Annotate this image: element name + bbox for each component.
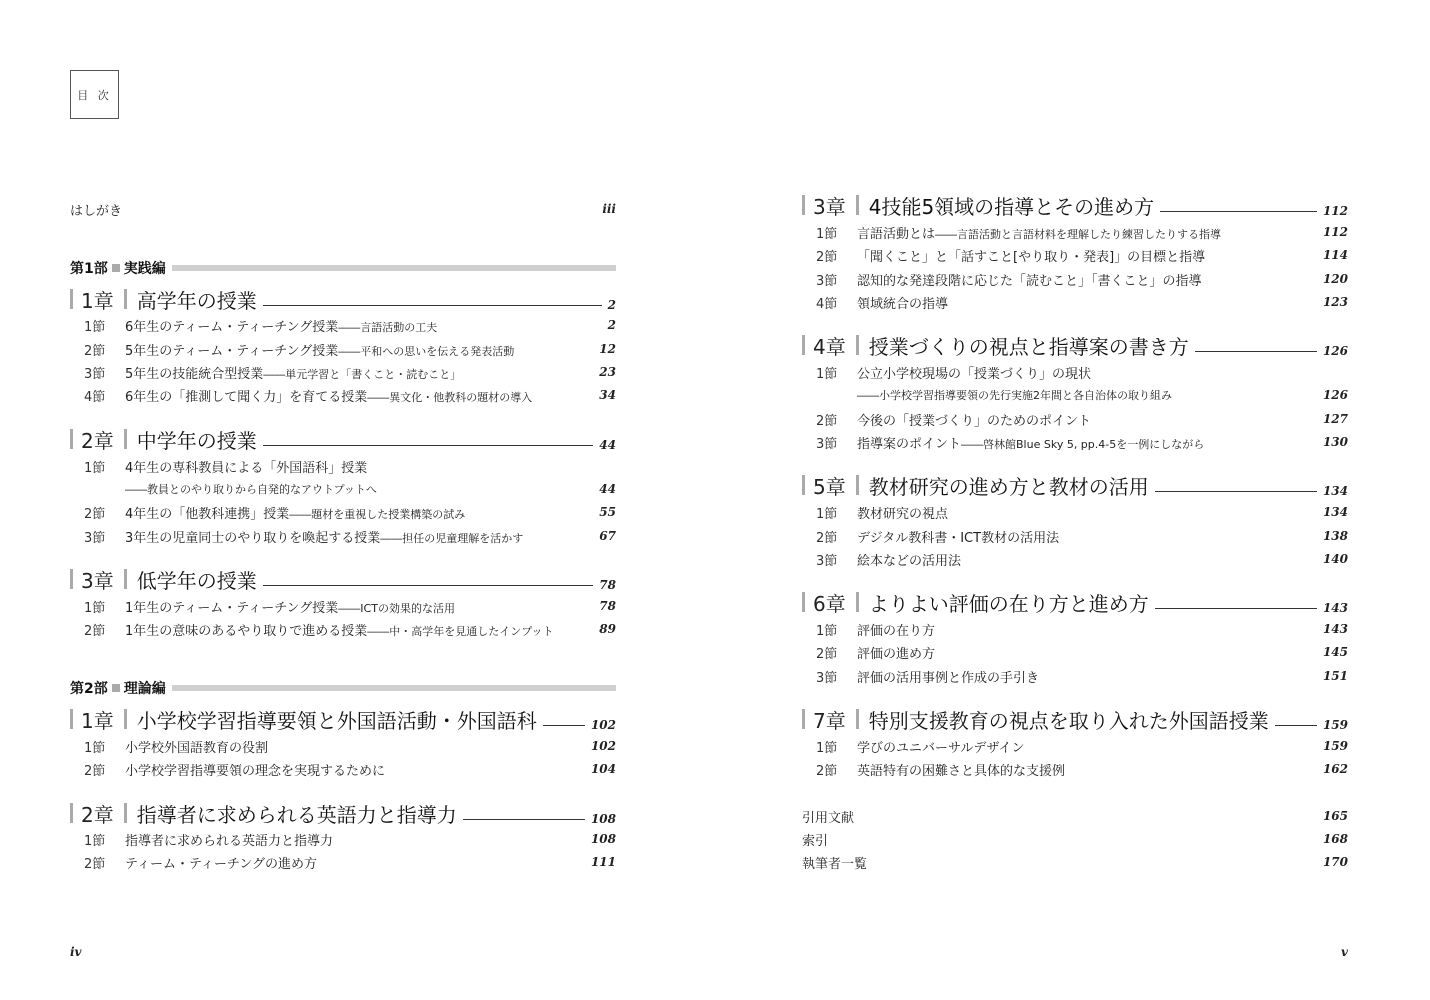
page-number: 44 (599, 438, 616, 452)
chapter-label: 4章 (813, 334, 846, 359)
chapter-bar (70, 429, 73, 449)
chapter-heading[interactable] (802, 470, 1348, 500)
toc-entry-section[interactable] (70, 758, 616, 780)
chapter-bar (124, 709, 127, 729)
chapter-bar (802, 709, 805, 729)
page-number: 108 (590, 832, 616, 846)
chapter-title: 中学年の授業 (136, 428, 257, 453)
section-subtitle: ――言語活動と言語材料を理解したり練習したりする指導 (935, 227, 1222, 241)
toc-entry-section[interactable] (70, 384, 616, 406)
page-number: 55 (599, 505, 616, 519)
toc-entry-section[interactable] (70, 595, 616, 617)
chapter-heading[interactable] (802, 190, 1348, 220)
page-number: 78 (599, 599, 616, 613)
toc-entry-section[interactable] (70, 828, 616, 850)
chapter-bar (124, 803, 127, 823)
chapter-bar (802, 592, 805, 612)
leader-line (463, 819, 585, 820)
part-square-marker (112, 684, 120, 692)
section-title: 領域統合の指導 (857, 296, 949, 312)
section-title: 認知的な発達段階に応じた「読むこと」「書くこと」の指導 (857, 273, 1202, 289)
section-label: 2節 (816, 249, 838, 265)
section-title: 英語特有の困難さと具体的な支援例 (857, 763, 1066, 779)
page-number: 89 (599, 622, 616, 636)
page-number: 126 (1322, 344, 1348, 358)
section-label: 3節 (84, 530, 106, 546)
section-subtitle: ――単元学習と「書くこと・読むこと」 (263, 367, 462, 381)
section-label: 1節 (816, 740, 838, 756)
section-title: 小学校学習指導要領の理念を実現するために (125, 763, 386, 779)
leader-line (263, 305, 602, 306)
page-number: 114 (1322, 248, 1348, 262)
page-number: 151 (1322, 669, 1348, 683)
section-title: 言語活動とは (857, 226, 936, 242)
part-label: 第2部 (70, 681, 108, 697)
toc-entry-index[interactable] (802, 828, 1348, 850)
chapter-bar (856, 335, 859, 355)
entry-title: 索引 (802, 833, 829, 849)
page-number: 168 (1322, 832, 1348, 846)
entry-title: 執筆者一覧 (802, 856, 868, 872)
section-title: 評価の活用事例と作成の手引き (857, 670, 1040, 686)
page-number: 2 (607, 298, 616, 312)
leader-line (1155, 491, 1317, 492)
page-number: 145 (1322, 645, 1348, 659)
toc-entry-preface[interactable] (70, 198, 616, 220)
section-subtitle: ――教員とのやり取りから自発的なアウトプットへ (125, 483, 377, 496)
page-number: 162 (1322, 762, 1348, 776)
page-number: 134 (1322, 505, 1348, 519)
toc-entry-section[interactable] (802, 244, 1348, 266)
section-title: 4年生の専科教員による「外国語科」授業 (125, 460, 368, 476)
section-label: 2節 (84, 856, 106, 872)
section-title: 学びのユニバーサルデザイン (857, 740, 1025, 756)
chapter-heading[interactable] (802, 330, 1348, 360)
section-title: 1年生の意味のあるやり取りで進める授業 (125, 623, 368, 639)
toc-entry-section[interactable] (802, 548, 1348, 570)
leader-line (1275, 725, 1317, 726)
section-subtitle: ――ICTの効果的な活用 (338, 601, 455, 615)
section-subtitle: ――担任の児童理解を活かす (380, 531, 524, 545)
page-number: 126 (1322, 388, 1348, 402)
section-title: 5年生のティーム・ティーチング授業 (125, 343, 339, 359)
section-label: 2節 (84, 623, 106, 639)
chapter-heading[interactable] (70, 798, 616, 828)
toc-entry-section[interactable] (70, 314, 616, 336)
toc-entry-section[interactable] (802, 641, 1348, 663)
chapter-bar (70, 569, 73, 589)
chapter-bar (856, 195, 859, 215)
section-label: 1節 (816, 506, 838, 522)
page-number: 44 (599, 482, 616, 496)
toc-entry-section[interactable] (802, 268, 1348, 290)
toc-entry-section[interactable] (802, 758, 1348, 780)
toc-entry-section[interactable] (70, 618, 616, 640)
toc-entry-section[interactable] (70, 525, 616, 547)
chapter-bar (70, 803, 73, 823)
chapter-title: 高学年の授業 (136, 288, 257, 313)
page-number: iii (602, 202, 616, 216)
section-label: 4節 (816, 296, 838, 312)
toc-entry-section[interactable] (70, 361, 616, 383)
toc-entry-section[interactable] (802, 501, 1348, 523)
leader-line (263, 585, 594, 586)
chapter-title: 特別支援教育の視点を取り入れた外国語授業 (868, 708, 1269, 733)
page-number: 170 (1322, 855, 1348, 869)
section-title: 6年生のティーム・ティーチング授業 (125, 319, 339, 335)
chapter-title: 低学年の授業 (136, 568, 257, 593)
chapter-label: 1章 (81, 288, 114, 313)
page-number: 78 (599, 578, 616, 592)
chapter-heading[interactable] (70, 284, 616, 314)
section-title: 4年生の「他教科連携」授業 (125, 506, 290, 522)
toc-entry-section[interactable] (802, 291, 1348, 313)
section-title: 小学校外国語教育の役割 (125, 740, 269, 756)
section-title: 指導案のポイント (857, 436, 962, 452)
chapter-bar (70, 709, 73, 729)
section-title: ティーム・ティーチングの進め方 (125, 856, 318, 872)
section-subtitle: ――啓林館Blue Sky 5, pp.4-5を一例にしながら (961, 437, 1205, 451)
section-label: 1節 (84, 833, 106, 849)
toc-entry-section[interactable] (70, 455, 616, 477)
section-label: 3節 (816, 273, 838, 289)
chapter-heading[interactable] (70, 564, 616, 594)
page-number: 123 (1322, 295, 1348, 309)
toc-entry-section[interactable] (70, 735, 616, 757)
section-label: 2節 (816, 646, 838, 662)
right-page (802, 0, 1348, 1000)
chapter-bar (856, 592, 859, 612)
page-number: 130 (1322, 435, 1348, 449)
leader-line (1155, 608, 1317, 609)
page-number: 108 (590, 812, 616, 826)
toc-entry-contributors[interactable] (802, 851, 1348, 873)
page-number: 23 (599, 365, 616, 379)
section-label: 3節 (816, 436, 838, 452)
section-subtitle: ――言語活動の工夫 (338, 320, 438, 334)
chapter-bar (124, 289, 127, 309)
toc-entry-section[interactable] (802, 618, 1348, 640)
left-page (70, 0, 616, 1000)
section-title: 公立小学校現場の「授業づくり」の現状 (857, 366, 1092, 382)
chapter-bar (70, 289, 73, 309)
page-number: 159 (1322, 739, 1348, 753)
entry-title: はしがき (70, 203, 123, 219)
toc-entry-section[interactable] (802, 665, 1348, 687)
chapter-title: 小学校学習指導要領と外国語活動・外国語科 (136, 708, 537, 733)
chapter-title: 指導者に求められる英語力と指導力 (136, 802, 457, 827)
chapter-bar (802, 195, 805, 215)
part-rule (172, 265, 616, 271)
section-label: 2節 (816, 413, 838, 429)
page-number: 104 (590, 762, 616, 776)
section-label: 1節 (84, 740, 106, 756)
section-title: 5年生の技能統合型授業 (125, 366, 264, 382)
part-heading-1 (70, 257, 616, 279)
chapter-title: よりよい評価の在り方と進め方 (868, 591, 1149, 616)
section-title: 「聞くこと」と「話すこと[やり取り・発表]」の目標と指導 (857, 249, 1206, 265)
entry-title: 引用文献 (802, 810, 855, 826)
chapter-label: 6章 (813, 591, 846, 616)
page-number: 120 (1322, 272, 1348, 286)
toc-entry-section[interactable] (802, 408, 1348, 430)
section-label: 3節 (816, 670, 838, 686)
page-number: 127 (1322, 412, 1348, 426)
page-number: 34 (599, 388, 616, 402)
toc-entry-section[interactable] (70, 501, 616, 523)
chapter-label: 5章 (813, 474, 846, 499)
section-label: 3節 (84, 366, 106, 382)
page-number: 112 (1322, 204, 1348, 218)
toc-entry-section[interactable] (70, 851, 616, 873)
part-rule (172, 685, 616, 691)
section-subtitle: ――小学校学習指導要領の先行実施2年間と各自治体の取り組み (857, 389, 1172, 402)
section-title: 3年生の児童同士のやり取りを喚起する授業 (125, 530, 381, 546)
section-label: 2節 (816, 763, 838, 779)
folio-right: v (1341, 945, 1348, 959)
chapter-bar (856, 475, 859, 495)
section-label: 1節 (816, 226, 838, 242)
section-subtitle: ――異文化・他教科の題材の導入 (367, 390, 533, 404)
chapter-bar (802, 475, 805, 495)
page-number: 2 (607, 318, 616, 332)
page-number: 143 (1322, 622, 1348, 636)
section-label: 4節 (84, 389, 106, 405)
toc-entry-section-continued[interactable] (802, 384, 1348, 406)
page-number: 111 (590, 855, 616, 869)
section-title: デジタル教科書・ICT教材の活用法 (857, 530, 1060, 546)
leader-line (543, 725, 585, 726)
chapter-heading[interactable] (70, 424, 616, 454)
toc-entry-section-continued[interactable] (70, 478, 616, 500)
chapter-bar (124, 429, 127, 449)
section-title: 6年生の「推測して聞く力」を育てる授業 (125, 389, 368, 405)
section-label: 2節 (84, 506, 106, 522)
chapter-heading[interactable] (802, 704, 1348, 734)
part-name: 実践編 (123, 261, 166, 277)
toc-entry-section[interactable] (802, 431, 1348, 453)
part-label: 第1部 (70, 261, 108, 277)
chapter-bar (124, 569, 127, 589)
section-label: 1節 (816, 366, 838, 382)
section-title: 指導者に求められる英語力と指導力 (125, 833, 334, 849)
section-label: 1節 (84, 460, 106, 476)
page-number: 134 (1322, 484, 1348, 498)
page-number: 112 (1322, 225, 1348, 239)
section-subtitle: ――中・高学年を見通したインプット (367, 624, 554, 638)
toc-entry-section[interactable] (802, 735, 1348, 757)
chapter-label: 2章 (81, 428, 114, 453)
chapter-bar (802, 335, 805, 355)
part-name: 理論編 (123, 681, 166, 697)
chapter-title: 4技能5領域の指導とその進め方 (868, 194, 1155, 219)
section-title: 絵本などの活用法 (857, 553, 962, 569)
toc-entry-references[interactable] (802, 805, 1348, 827)
chapter-label: 3章 (813, 194, 846, 219)
section-title: 評価の進め方 (857, 646, 936, 662)
page-number: 67 (599, 529, 616, 543)
page-number: 102 (590, 718, 616, 732)
part-square-marker (112, 264, 120, 272)
leader-line (1160, 211, 1317, 212)
leader-line (263, 445, 594, 446)
chapter-label: 3章 (81, 568, 114, 593)
page-number: 102 (590, 739, 616, 753)
section-title: 1年生のティーム・ティーチング授業 (125, 600, 339, 616)
toc-entry-section[interactable] (802, 525, 1348, 547)
page-number: 138 (1322, 529, 1348, 543)
section-label: 2節 (816, 530, 838, 546)
part-heading-2 (70, 677, 616, 699)
section-subtitle: ――題材を重視した授業構築の試み (289, 507, 466, 521)
chapter-heading[interactable] (802, 587, 1348, 617)
page-number: 12 (599, 342, 616, 356)
section-label: 1節 (84, 600, 106, 616)
section-label: 2節 (84, 763, 106, 779)
toc-entry-section[interactable] (802, 361, 1348, 383)
chapter-title: 授業づくりの視点と指導案の書き方 (868, 334, 1189, 359)
section-label: 3節 (816, 553, 838, 569)
chapter-label: 1章 (81, 708, 114, 733)
page-number: 140 (1322, 552, 1348, 566)
page-number: 143 (1322, 601, 1348, 615)
chapter-label: 2章 (81, 802, 114, 827)
chapter-bar (856, 709, 859, 729)
section-title: 今後の「授業づくり」のためのポイント (857, 413, 1092, 429)
leader-line (1195, 351, 1317, 352)
section-label: 1節 (84, 319, 106, 335)
section-title: 教材研究の視点 (857, 506, 949, 522)
chapter-label: 7章 (813, 708, 846, 733)
toc-entry-section[interactable] (802, 221, 1348, 243)
page-number: 165 (1322, 809, 1348, 823)
section-title: 評価の在り方 (857, 623, 936, 639)
chapter-title: 教材研究の進め方と教材の活用 (868, 474, 1149, 499)
page-number: 159 (1322, 718, 1348, 732)
chapter-heading[interactable] (70, 704, 616, 734)
toc-heading-box (70, 70, 119, 119)
section-subtitle: ――平和への思いを伝える発表活動 (338, 344, 515, 358)
section-label: 1節 (816, 623, 838, 639)
toc-heading: 目 次 (77, 88, 112, 102)
folio-left: iv (70, 945, 82, 959)
section-label: 2節 (84, 343, 106, 359)
toc-entry-section[interactable] (70, 338, 616, 360)
